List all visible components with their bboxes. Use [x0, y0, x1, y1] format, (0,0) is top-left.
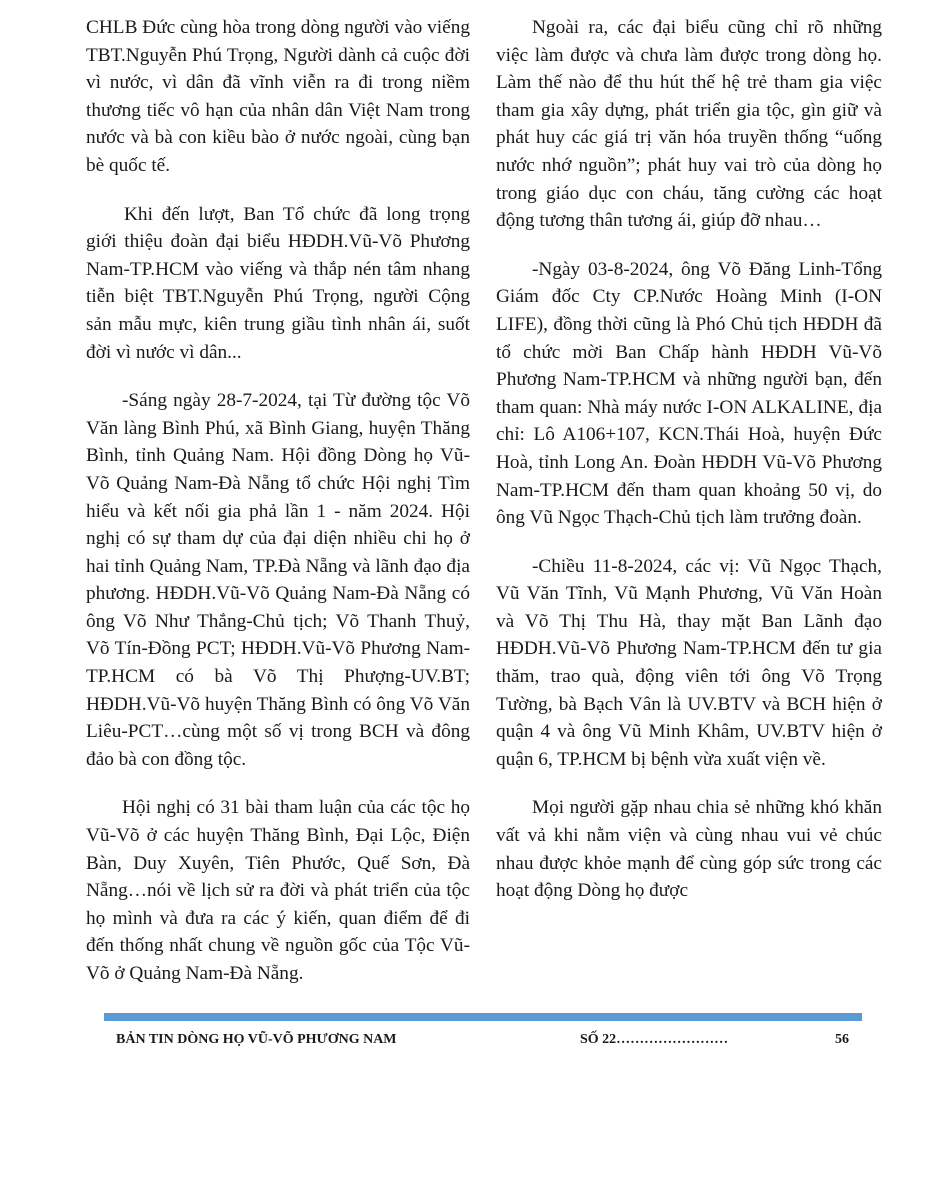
paragraph: Khi đến lượt, Ban Tổ chức đã long trọng giới thiệu đoàn đại biểu HĐDH.Vũ-Võ Phương Nam-TP.HCM vào viếng và thắp nén tâm nhang tiễn biệt TBT.Nguyễn Phú Trọng, người Cộng sản mẫu mực, kiên trung giầu tình nhân ái, suốt đời vì nước vì dân...	[86, 203, 470, 363]
page-number: 56	[835, 1032, 849, 1047]
paragraph: Ngoài ra, các đại biểu cũng chỉ rõ những việc làm được và chưa làm được trong dòng họ. Làm thế nào để thu hút thế hệ trẻ tham gia việc tham gia xây dựng, phát triển gia tộc, gìn giữ và phát huy các giá trị văn hóa truyền thống “uống nước nhớ nguồn”; phát huy vai trò của dòng họ trong giáo dục con cháu, tăng cường các hoạt động tương thân tương ái, giúp đỡ nhau…	[496, 17, 882, 232]
right-column	[496, 14, 882, 926]
paragraph: -Sáng ngày 28-7-2024, tại Từ đường tộc Võ Văn làng Bình Phú, xã Bình Giang, huyện Thăng Bình, tỉnh Quảng Nam. Hội đồng Dòng họ Vũ-Võ Quảng Nam-Đà Nẵng tổ chức Hội nghị Tìm hiểu và kết nối gia phả lần 1 - năm 2024. Hội nghị có sự tham dự của đại diện nhiều chi họ ở hai tỉnh Quảng Nam, TP.Đà Nẵng và lãnh đạo địa phương. HĐDH.Vũ-Võ Quảng Nam-Đà Nẵng có ông Võ Như Thắng-Chủ tịch; Võ Thanh Thuỷ, Võ Tín-Đồng PCT; HĐDH.Vũ-Võ Phương Nam-TP.HCM có bà Võ Thị Phượng-UV.BT; HĐDH.Vũ-Võ huyện Thăng Bình có ông Võ Văn Liêu-PCT…cùng một số vị trong BCH và đông đảo bà con đồng tộc.	[86, 390, 470, 770]
footer-publication-title: BẢN TIN DÒNG HỌ VŨ-VÕ PHƯƠNG NAM	[116, 1032, 397, 1047]
paragraph: Mọi người gặp nhau chia sẻ những khó khăn vất vả khi nằm viện và cùng nhau vui vẻ chúc nhau được khỏe mạnh để cùng góp sức trong các hoạt động Dòng họ được	[496, 797, 882, 902]
left-column	[86, 14, 470, 1009]
footer-issue-number: SỐ 22……………………	[580, 1032, 729, 1047]
paragraph: -Ngày 03-8-2024, ông Võ Đăng Linh-Tổng Giám đốc Cty CP.Nước Hoàng Minh (I-ON LIFE), đồng thời cũng là Phó Chủ tịch HĐDH đã tổ chức mời Ban Chấp hành HĐDH Vũ-Võ Phương Nam-TP.HCM và những người bạn, đến tham quan: Nhà máy nước I-ON ALKALINE, địa chỉ: Lô A106+107, KCN.Thái Hoà, huyện Đức Hoà, tỉnh Long An. Đoàn HĐDH Vũ-Võ Phương Nam-TP.HCM đến tham quan khoảng 50 vị, do ông Vũ Ngọc Thạch-Chủ tịch làm trưởng đoàn.	[496, 258, 882, 529]
paragraph: Hội nghị có 31 bài tham luận của các tộc họ Vũ-Võ ở các huyện Thăng Bình, Đại Lộc, Điện Bàn, Duy Xuyên, Tiên Phước, Quế Sơn, Đà Nẵng…nói về lịch sử ra đời và phát triển của tộc họ mình và đưa ra các ý kiến, quan điểm để đi đến thống nhất chung về nguồn gốc của Tộc Vũ-Võ ở Quảng Nam-Đà Nẵng.	[86, 797, 470, 984]
paragraph: CHLB Đức cùng hòa trong dòng người vào viếng TBT.Nguyễn Phú Trọng, Người dành cả cuộc đời vì nước, vì dân đã vĩnh viễn ra đi trong niềm thương tiếc vô hạn của nhân dân Việt Nam trong nước và bà con kiều bào ở nước ngoài, cùng bạn bè quốc tế.	[86, 17, 470, 176]
footer-divider	[104, 1013, 862, 1021]
paragraph: -Chiều 11-8-2024, các vị: Vũ Ngọc Thạch, Vũ Văn Tĩnh, Vũ Mạnh Phương, Vũ Văn Hoàn và Võ Thị Thu Hà, thay mặt Ban Lãnh đạo HĐDH.Vũ-Võ Phương Nam-TP.HCM đến tư gia thăm, trao quà, động viên tới ông Võ Trọng Tường, bà Bạch Vân là UV.BTV và BCH hiện ở quận 4 và ông Vũ Minh Khâm, UV.BTV hiện ở quận 6, TP.HCM bị bệnh vừa xuất viện về.	[496, 555, 882, 770]
